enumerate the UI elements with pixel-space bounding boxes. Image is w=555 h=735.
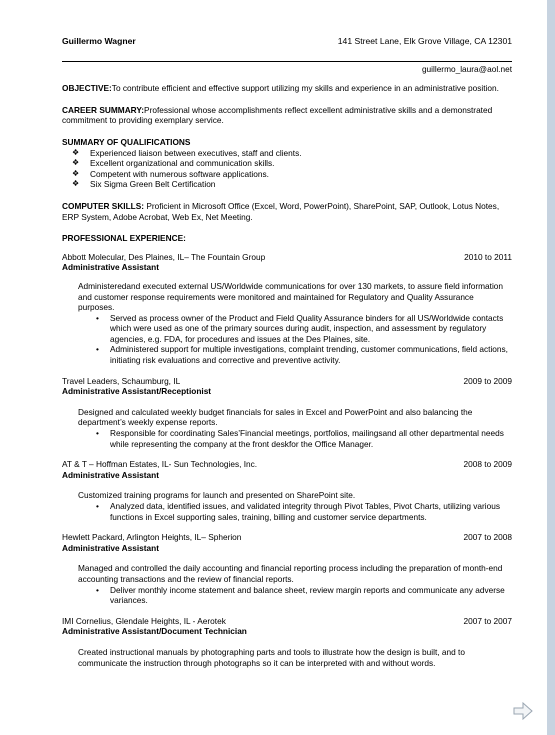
qualification-item: ❖ Excellent organizational and communication skills. (72, 158, 512, 169)
job-bullets (62, 313, 512, 366)
job-company: Abbott Molecular, Des Plaines, IL– The Fountain Group (62, 251, 266, 262)
computer-skills-label: COMPUTER SKILLS: (62, 200, 145, 211)
job-description: Customized training programs for launch and presented on SharePoint site. (78, 490, 356, 501)
job-bullet: • Analyzed data, identified issues, and validated integrity through Pivot Tables, Pivot Charts, utilizing various functions in Excel supporting sales, training, billing and customer service departments. (110, 501, 512, 522)
job-header (62, 459, 512, 470)
job-entry (62, 252, 512, 366)
job-bullet: • Administered support for multiple investigations, complaint trending, customer communications, field actions, initiating risk evaluations and corrective and preventive activity. (110, 344, 512, 365)
right-arrow-icon[interactable] (513, 702, 533, 720)
job-company: IMI Cornelius, Glendale Heights, IL - Aerotek (62, 615, 226, 626)
experience-heading: PROFESSIONAL EXPERIENCE: (62, 233, 186, 244)
job-bullet: • Responsible for coordinating Sales’Financial meetings, portfolios, mailingsand all other departmental needs while representing the company at the front deskfor the Office Manager. (110, 428, 512, 449)
resume-content (62, 36, 512, 678)
job-dates: 2007 to 2007 (463, 615, 512, 626)
objective-section (62, 83, 512, 94)
candidate-name: Guillermo Wagner (62, 36, 136, 46)
objective-label: OBJECTIVE: (62, 83, 112, 94)
computer-skills-text: Proficient in Microsoft Office (Excel, Word, PowerPoint), SharePoint, SAP, Outlook, Lotus Notes, ERP System, Adobe Acrobat, Web Ex, Net Meeting. (62, 200, 500, 222)
job-company: Hewlett Packard, Arlington Heights, IL– Spherion (62, 532, 242, 543)
resume-header (62, 36, 512, 47)
job-bullets (62, 501, 512, 522)
job-entry (62, 459, 512, 522)
career-summary-label: CAREER SUMMARY: (62, 104, 145, 115)
job-company: AT & T – Hoffman Estates, IL- Sun Technologies, Inc. (62, 459, 258, 470)
objective-text: To contribute efficient and effective support utilizing my skills and experience in an administrative position. (111, 83, 499, 94)
qualification-item: ❖ Six Sigma Green Belt Certification (72, 179, 512, 190)
candidate-address: 141 Street Lane, Elk Grove Village, CA 12301 (337, 36, 512, 46)
job-description: Designed and calculated weekly budget financials for sales in Excel and PowerPoint and also balancing the department’s weekly expense reports. (78, 406, 473, 428)
header-divider (62, 61, 512, 62)
job-bullets (62, 585, 512, 606)
qualifications-list (62, 148, 512, 190)
job-header (62, 532, 512, 543)
job-bullet: • Served as process owner of the Product and Field Quality Assurance binders for all US/Worldwide contacts which were used as one of the primary sources during audit, inspection, and assessment by regulatory agencies, e.g. FDA, for procedures and issues at the Des Plaines, site. (110, 313, 512, 345)
job-dates: 2009 to 2009 (463, 375, 512, 386)
job-title: Administrative Assistant (62, 262, 159, 273)
job-dates: 2010 to 2011 (464, 251, 512, 262)
job-dates: 2007 to 2008 (463, 532, 512, 543)
candidate-email: guillermo_laura@aol.net (421, 63, 512, 74)
job-company: Travel Leaders, Schaumburg, IL (62, 375, 181, 386)
scrollbar-track[interactable] (547, 0, 555, 735)
job-header (62, 616, 512, 627)
job-title: Administrative Assistant/Receptionist (62, 386, 212, 397)
job-description: Created instructional manuals by photographing parts and tools to illustrate how the design is built, and to communicate the instruction through photographs so it can be interpreted with and without words. (78, 646, 465, 668)
job-dates: 2008 to 2009 (463, 459, 512, 470)
job-entry (62, 376, 512, 450)
job-title: Administrative Assistant/Document Technician (62, 626, 247, 637)
career-summary-text: Professional whose accomplishments reflect excellent administrative skills and a demonstrated commitment to providing exemplary service. (62, 104, 493, 126)
qualification-item: ❖ Competent with numerous software applications. (72, 169, 512, 180)
job-title: Administrative Assistant (62, 469, 159, 480)
job-header (62, 252, 512, 263)
computer-skills-section (62, 201, 512, 222)
job-description: Administeredand executed external US/Worldwide communications for over 130 markets, to assure field information and customer response requirements were monitored and maintained for Regulatory and Quality Assurance purposes. (78, 280, 504, 313)
qualifications-heading: SUMMARY OF QUALIFICATIONS (62, 136, 191, 147)
career-summary-section (62, 105, 512, 126)
job-entry (62, 616, 512, 668)
job-bullet: • Deliver monthly income statement and balance sheet, review margin reports and communicate any adverse variances. (110, 585, 512, 606)
job-title: Administrative Assistant (62, 542, 159, 553)
job-description: Managed and controlled the daily accounting and financial reporting process including the preparation of month-end accounting transactions and the review of financial reports. (78, 563, 503, 584)
job-header (62, 376, 512, 387)
qualification-item: ❖ Experienced liaison between executives, staff and clients. (72, 148, 512, 159)
job-bullets (62, 428, 512, 449)
job-entry (62, 532, 512, 606)
